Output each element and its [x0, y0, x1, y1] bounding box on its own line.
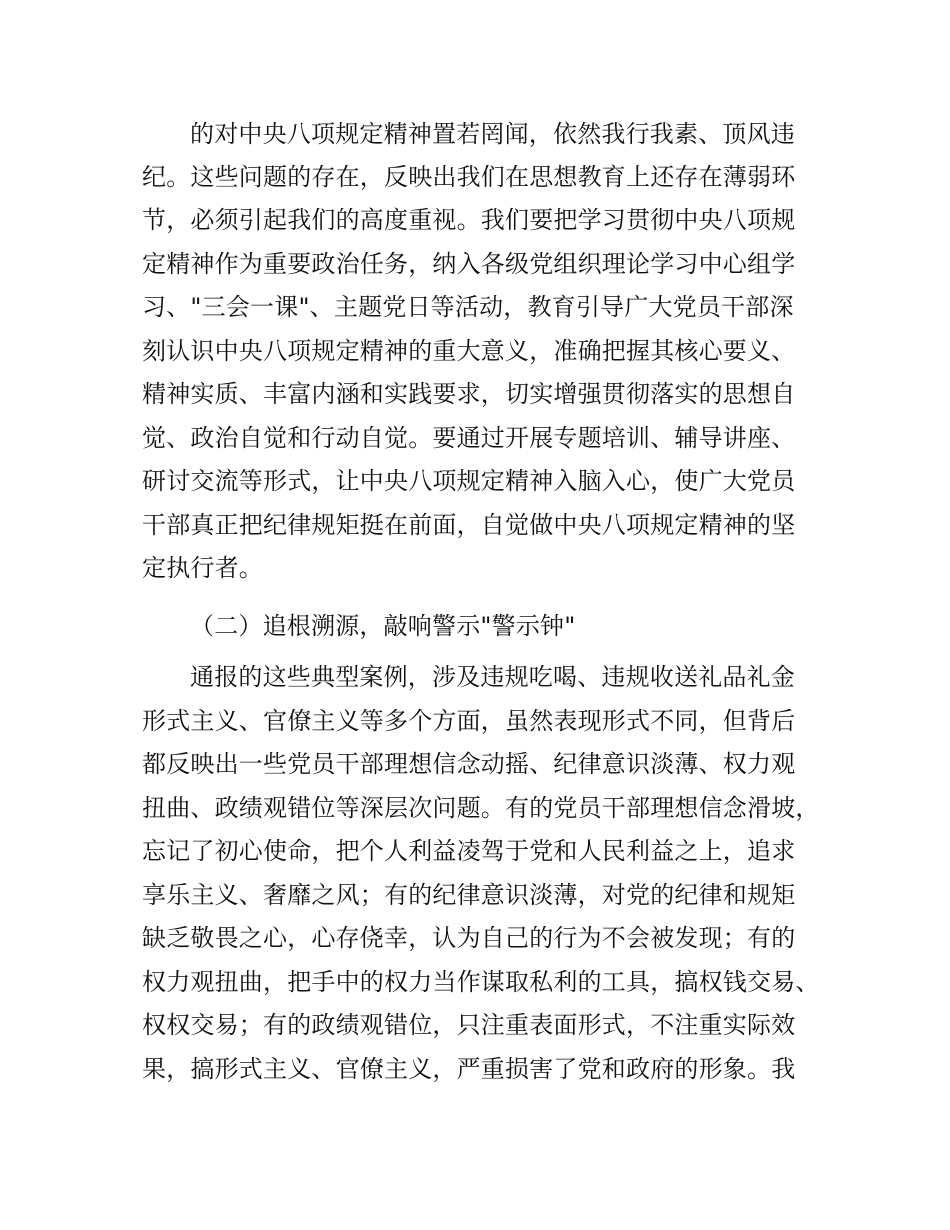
paragraph-2-line: 享乐主义、奢靡之风；有的纪律意识淡薄，对党的纪律和规矩: [142, 881, 796, 909]
paragraph-2-line: 权权交易；有的政绩观错位，只注重表面形式，不注重实际效: [142, 1011, 796, 1039]
paragraph-2-line: 权力观扭曲，把手中的权力当作谋取私利的工具，搞权钱交易、: [142, 968, 820, 996]
paragraph-1-line: 精神实质、丰富内涵和实践要求，切实增强贯彻落实的思想自: [142, 380, 796, 408]
paragraph-2-line: 通报的这些典型案例，涉及违规吃喝、违规收送礼品礼金: [190, 663, 795, 691]
paragraph-1-line: 纪。这些问题的存在，反映出我们在思想教育上还存在薄弱环: [142, 163, 796, 191]
paragraph-1-line: 觉、政治自觉和行动自觉。要通过开展专题培训、辅导讲座、: [142, 424, 796, 452]
paragraph-1-line: 研讨交流等形式，让中央八项规定精神入脑入心，使广大党员: [142, 467, 796, 495]
paragraph-1-line: 刻认识中央八项规定精神的重大意义，准确把握其核心要义、: [142, 337, 796, 365]
paragraph-1-line: 定执行者。: [142, 554, 263, 582]
paragraph-2-line: 形式主义、官僚主义等多个方面，虽然表现形式不同，但背后: [142, 707, 796, 735]
paragraph-2-line: 扭曲、政绩观错位等深层次问题。有的党员干部理想信念滑坡，: [142, 794, 820, 822]
section-heading: （二）追根溯源，敲响警示"警示钟": [190, 612, 576, 640]
paragraph-1-line: 习、"三会一课"、主题党日等活动，教育引导广大党员干部深: [142, 293, 794, 321]
paragraph-2-line: 果，搞形式主义、官僚主义，严重损害了党和政府的形象。我: [142, 1055, 796, 1083]
paragraph-2-line: 都反映出一些党员干部理想信念动摇、纪律意识淡薄、权力观: [142, 750, 796, 778]
paragraph-1-line: 干部真正把纪律规矩挺在前面，自觉做中央八项规定精神的坚: [142, 511, 796, 539]
paragraph-1-line: 节，必须引起我们的高度重视。我们要把学习贯彻中央八项规: [142, 206, 796, 234]
paragraph-1-line: 定精神作为重要政治任务，纳入各级党组织理论学习中心组学: [142, 250, 796, 278]
paragraph-2-line: 忘记了初心使命，把个人利益凌驾于党和人民利益之上，追求: [142, 837, 796, 865]
paragraph-1-line: 的对中央八项规定精神置若罔闻，依然我行我素、顶风违: [190, 120, 795, 148]
paragraph-2-line: 缺乏敬畏之心，心存侥幸，认为自己的行为不会被发现；有的: [142, 924, 796, 952]
